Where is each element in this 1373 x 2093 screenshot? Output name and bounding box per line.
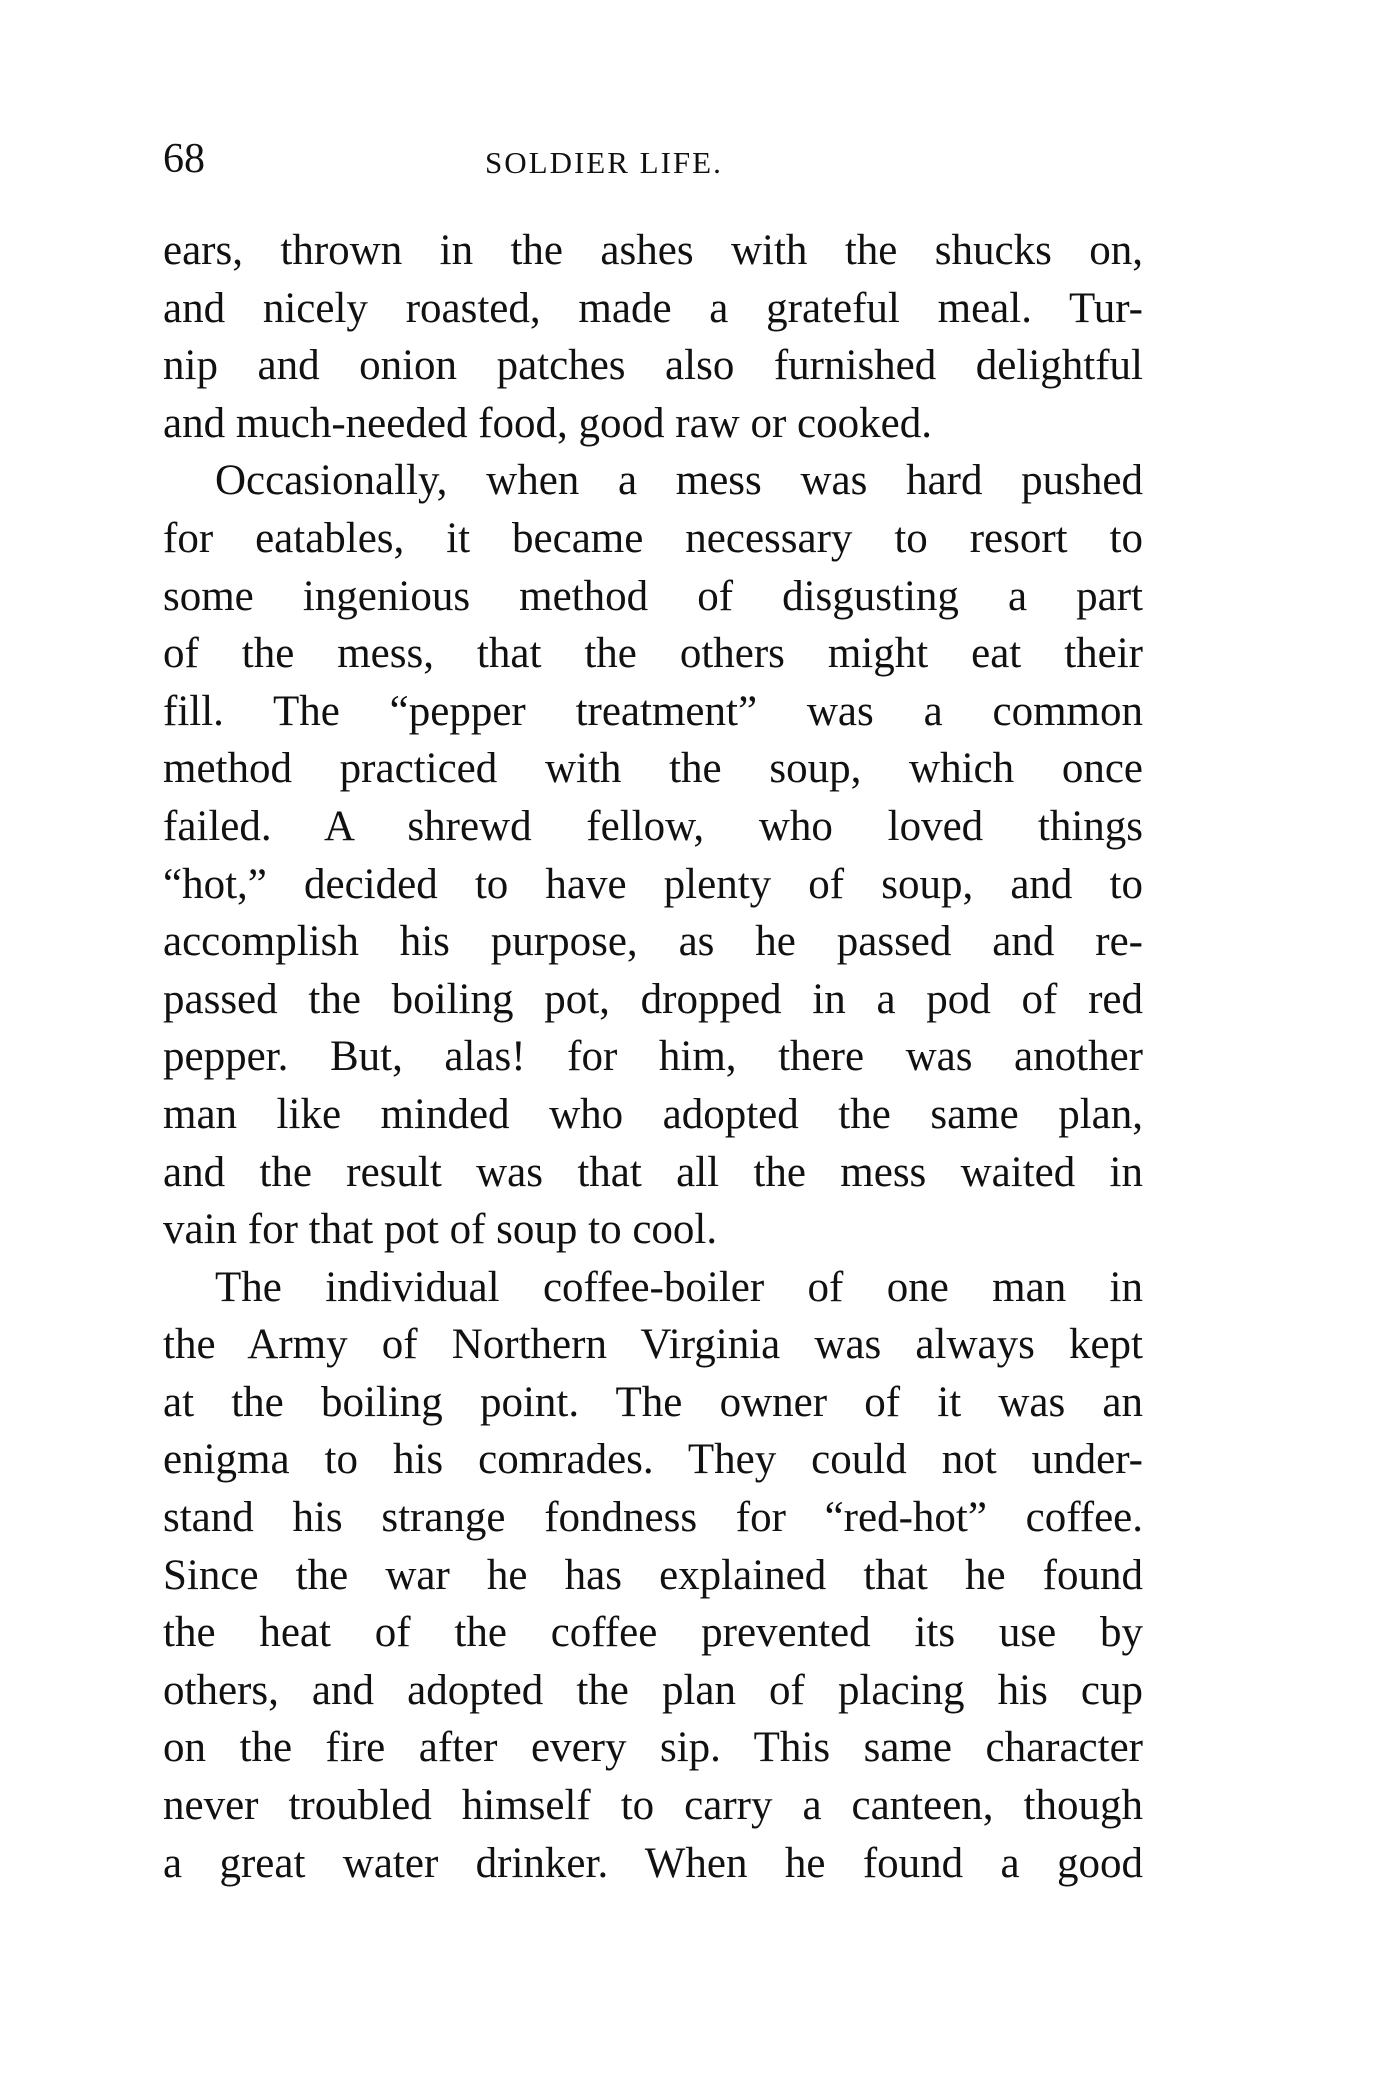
- text-line: at the boiling point. The owner of it was an: [163, 1378, 1143, 1426]
- text-line: enigma to his comrades. They could not under-: [163, 1436, 1143, 1484]
- paragraph-start-line: Occasionally, when a mess was hard pushed: [215, 457, 1143, 505]
- text-line: on the fire after every sip. This same character: [163, 1724, 1143, 1772]
- text-line: ears, thrown in the ashes with the shucks on,: [163, 227, 1143, 274]
- text-line: method practiced with the soup, which once: [163, 745, 1143, 793]
- text-line: a great water drinker. When he found a good: [163, 1839, 1143, 1887]
- text-line: and much-needed food, good raw or cooked.: [163, 399, 932, 447]
- text-line: and nicely roasted, made a grateful meal. Tur-: [163, 284, 1143, 332]
- page-header: [163, 135, 1143, 195]
- text-line: the Army of Northern Virginia was always kept: [163, 1321, 1143, 1369]
- text-line: pepper. But, alas! for him, there was another: [163, 1033, 1143, 1081]
- text-line: passed the boiling pot, dropped in a pod of red: [163, 975, 1143, 1023]
- paragraph-start-line: The individual coffee-boiler of one man in: [215, 1263, 1143, 1311]
- text-line: Since the war he has explained that he found: [163, 1551, 1143, 1599]
- text-line: vain for that pot of soup to cool.: [163, 1206, 718, 1254]
- text-line: “hot,” decided to have plenty of soup, and to: [163, 860, 1143, 908]
- text-line: nip and onion patches also furnished delightful: [163, 342, 1143, 390]
- running-head: SOLDIER LIFE.: [485, 145, 723, 180]
- text-line: never troubled himself to carry a canteen, though: [163, 1782, 1143, 1830]
- text-line: accomplish his purpose, as he passed and re-: [163, 918, 1143, 966]
- text-line: failed. A shrewd fellow, who loved things: [163, 802, 1143, 850]
- text-line: stand his strange fondness for “red-hot” coffee.: [163, 1494, 1143, 1542]
- text-line: some ingenious method of disgusting a part: [163, 572, 1143, 620]
- text-line: for eatables, it became necessary to resort to: [163, 514, 1143, 562]
- text-line: man like minded who adopted the same plan,: [163, 1090, 1143, 1138]
- text-line: of the mess, that the others might eat their: [163, 630, 1143, 678]
- text-line: others, and adopted the plan of placing his cup: [163, 1666, 1143, 1714]
- text-line: the heat of the coffee prevented its use by: [163, 1609, 1143, 1657]
- body-text: [163, 222, 1143, 1892]
- page-number: 68: [163, 136, 205, 182]
- text-line: and the result was that all the mess waited in: [163, 1148, 1143, 1196]
- text-line: fill. The “pepper treatment” was a common: [163, 687, 1143, 735]
